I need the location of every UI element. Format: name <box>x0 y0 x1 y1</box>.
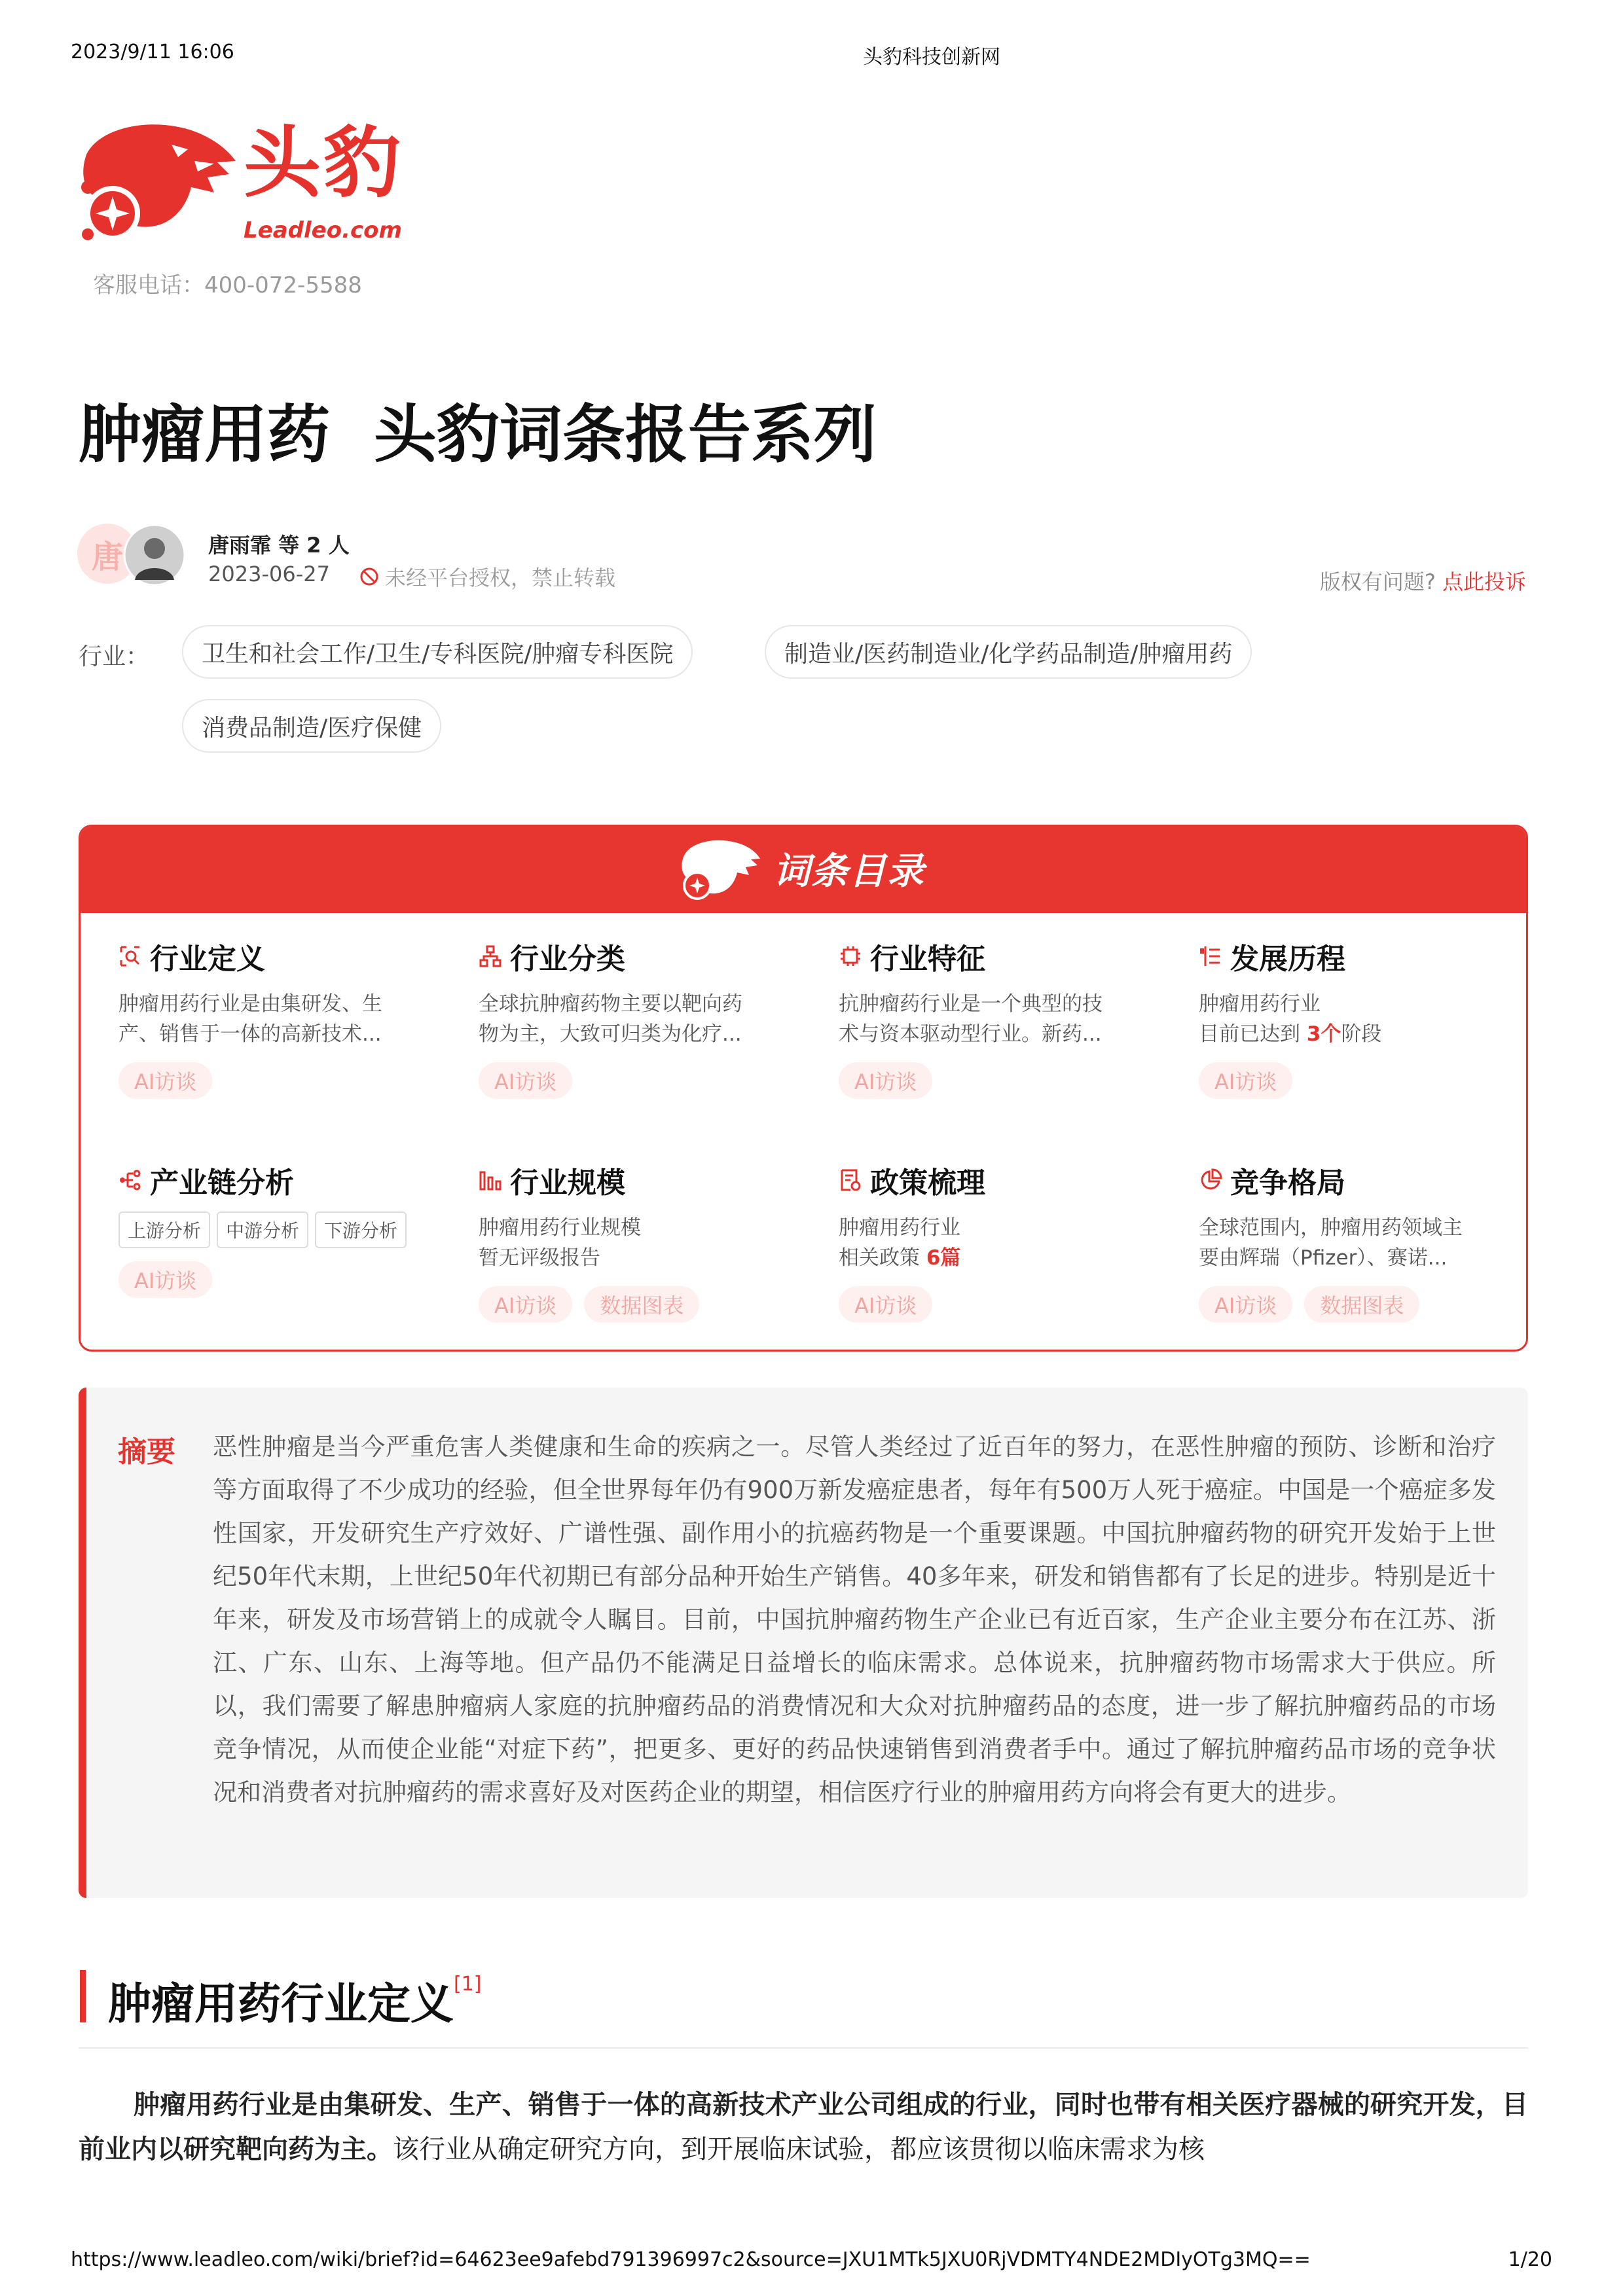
toc-card <box>79 825 1528 1352</box>
author-photo-avatar[interactable] <box>123 524 186 586</box>
toc-item-value-chain[interactable] <box>119 1162 426 1298</box>
toc-item-title: 政策梳理 <box>870 1166 985 1200</box>
authors-link[interactable]: 唐雨霏 等 2 人 <box>208 533 350 558</box>
toc-item-classification[interactable] <box>479 938 786 1099</box>
brand-name[interactable]: 头豹 <box>244 118 404 208</box>
toc-item-desc: 全球范围内，肿瘤用药领域主 <box>1199 1216 1463 1240</box>
ai-interview-button[interactable]: AI访谈 <box>839 1286 932 1323</box>
publish-date: 2023-06-27 <box>208 562 330 586</box>
ai-interview-button[interactable]: AI访谈 <box>1199 1286 1292 1323</box>
industry-label: 行业： <box>79 643 150 670</box>
toc-item-desc: 物为主，大致可归类为化疗... <box>479 1022 742 1046</box>
toc-title: 词条目录 <box>773 850 925 893</box>
repost-notice <box>359 562 615 592</box>
chain-flow-icon <box>119 1168 142 1192</box>
pie-chart-icon <box>1199 1168 1222 1192</box>
toc-item-features[interactable] <box>839 938 1146 1099</box>
toc-item-policy[interactable] <box>839 1162 1146 1323</box>
toc-item-title: 发展历程 <box>1230 942 1345 976</box>
midstream-analysis-chip[interactable]: 中游分析 <box>217 1211 308 1248</box>
hierarchy-icon <box>479 944 502 968</box>
copyright-question: 版权有问题? <box>1319 569 1436 594</box>
summary-text: 恶性肿瘤是当今严重危害人类健康和生命的疾病之一。尽管人类经过了近百年的努力，在恶性肿瘤的预防、诊断和治疗等方面取得了不少成功的经验，但全世界每年仍有900万新发癌症患者，每年有500万人死于癌症。中国是一个癌症多发性国家，开发研究生产疗效好、广谱性强、副作用小的抗癌药物是一个重要课题。中国抗肿瘤药物的研究开发始于上世纪50年代末期，上世纪50年代初期已有部分品种开始生产销售。40多年来，研发和销售都有了长足的进步。特别是近十年来，研发及市场营销上的成就令人瞩目。目前，中国抗肿瘤药物生产企业已有近百家，生产企业主要分布在江苏、浙江、广东、山东、上海等地。但产品仍不能满足日益增长的临床需求。总体说来，抗肿瘤药物市场需求大于供应。所以，我们需要了解患肿瘤病人家庭的抗肿瘤药品的消费情况和大众对抗肿瘤药品的态度，进一步了解抗肿瘤药品的市场竞争情况，从而使企业能“对症下药”，把更多、更好的药品快速销售到消费者手中。通过了解抗肿瘤药品市场的竞争状况和消费者对抗肿瘤药的需求喜好及对医药企业的期望，相信医疗行业的肿瘤用药方向将会有更大的进步。 <box>213 1433 1496 1806</box>
toc-item-title: 行业分类 <box>510 942 625 976</box>
ai-interview-button[interactable]: AI访谈 <box>119 1062 212 1099</box>
industry-tag[interactable]: 消费品制造/医疗保健 <box>182 699 441 753</box>
industry-tag[interactable]: 制造业/医药制造业/化学药品制造/肿瘤用药 <box>765 625 1252 679</box>
search-doc-icon <box>119 944 142 968</box>
summary-label: 摘要 <box>118 1435 175 1469</box>
leopard-logo-icon <box>676 836 761 904</box>
ai-interview-button[interactable]: AI访谈 <box>479 1062 572 1099</box>
toc-item-market-size[interactable] <box>479 1162 786 1323</box>
toc-item-desc <box>839 1243 1146 1273</box>
brand-domain[interactable]: Leadleo.com <box>244 217 402 243</box>
section-accent-bar <box>80 1970 86 2022</box>
toc-item-desc: 全球抗肿瘤药物主要以靶向药 <box>479 992 742 1016</box>
toc-item-title: 产业链分析 <box>150 1166 294 1200</box>
toc-item-desc: 暂无评级报告 <box>479 1246 600 1270</box>
copyright-area <box>1320 565 1526 596</box>
toc-item-desc-prefix: 目前已达到 <box>1199 1022 1307 1046</box>
report-complaint-link[interactable]: 点此投诉 <box>1442 569 1526 594</box>
site-title: 头豹科技创新网 <box>863 46 1000 69</box>
bar-chart-icon <box>479 1168 502 1192</box>
toc-banner <box>81 827 1526 913</box>
toc-item-desc: 肿瘤用药行业 <box>1199 992 1321 1016</box>
page-url[interactable]: https://www.leadleo.com/wiki/brief?id=64623ee9afebd791396997c2&source=JXU1MTk5JXU0RjVDMTY4NDE2MDIyOTg3MQ== <box>71 2248 1311 2271</box>
industry-tag[interactable]: 卫生和社会工作/卫生/专科医院/肿瘤专科医院 <box>182 625 693 679</box>
downstream-analysis-chip[interactable]: 下游分析 <box>315 1211 407 1248</box>
toc-item-history[interactable] <box>1199 938 1506 1099</box>
toc-item-desc: 要由辉瑞（Pfizer）、赛诺... <box>1199 1246 1448 1270</box>
chip-icon <box>839 944 862 968</box>
data-chart-button[interactable]: 数据图表 <box>1304 1286 1419 1323</box>
page-title: 肿瘤用药 头豹词条报告系列 <box>79 398 877 471</box>
prohibited-icon <box>359 566 380 587</box>
repost-notice-text: 未经平台授权，禁止转载 <box>385 565 616 590</box>
toc-item-desc: 产、销售于一体的高新技术... <box>119 1022 382 1046</box>
reference-link[interactable]: [1] <box>454 1973 482 1996</box>
policy-count: 6篇 <box>926 1246 961 1270</box>
section-divider <box>79 2047 1528 2049</box>
summary-accent-bar <box>79 1388 86 1898</box>
service-phone: 客服电话：400-072-5588 <box>93 272 362 298</box>
summary-box <box>79 1388 1528 1898</box>
upstream-analysis-chip[interactable]: 上游分析 <box>119 1211 210 1248</box>
toc-item-definition[interactable] <box>119 938 426 1099</box>
toc-item-title: 竞争格局 <box>1230 1166 1345 1200</box>
section-title-text: 肿瘤用药行业定义 <box>108 1979 454 2029</box>
ai-interview-button[interactable]: AI访谈 <box>1199 1062 1292 1099</box>
timeline-icon <box>1199 944 1222 968</box>
toc-item-title: 行业特征 <box>870 942 985 976</box>
ai-interview-button[interactable]: AI访谈 <box>839 1062 932 1099</box>
ai-interview-button[interactable]: AI访谈 <box>119 1261 212 1298</box>
author-avatar-initial: 唐 <box>91 538 123 575</box>
toc-item-desc: 抗肿瘤药行业是一个典型的技 <box>839 992 1103 1016</box>
toc-item-desc: 肿瘤用药行业规模 <box>479 1216 641 1240</box>
section-paragraph-text: 该行业从确定研究方向，到开展临床试验，都应该贯彻以临床需求为核 <box>393 2134 1205 2164</box>
print-datetime: 2023/9/11 16:06 <box>71 41 234 63</box>
toc-item-desc-prefix: 相关政策 <box>839 1246 926 1270</box>
leopard-logo-icon <box>73 115 238 253</box>
section-paragraph <box>79 2083 1528 2172</box>
data-chart-button[interactable]: 数据图表 <box>584 1286 699 1323</box>
section-title <box>108 1969 482 2031</box>
stage-count: 3个 <box>1306 1022 1341 1046</box>
policy-document-icon <box>839 1168 862 1192</box>
page-number: 1/20 <box>1508 2248 1552 2271</box>
toc-item-desc: 术与资本驱动型行业。新药... <box>839 1022 1102 1046</box>
toc-item-desc-suffix: 阶段 <box>1341 1022 1382 1046</box>
ai-interview-button[interactable]: AI访谈 <box>479 1286 572 1323</box>
toc-item-title: 行业定义 <box>150 942 265 976</box>
toc-item-desc: 肿瘤用药行业 <box>839 1216 960 1240</box>
toc-item-desc <box>1199 1019 1506 1049</box>
toc-item-desc: 肿瘤用药行业是由集研发、生 <box>119 992 382 1016</box>
toc-item-title: 行业规模 <box>510 1166 625 1200</box>
section-paragraph-bold: 肿瘤用药行业是由集研发、生产、销售于一体的高新技术产业公司组成的行业，同时也带有相关医疗器械的研究开发，目前业内以研究靶向药为主。 <box>79 2090 1528 2164</box>
toc-item-competition[interactable] <box>1199 1162 1506 1323</box>
